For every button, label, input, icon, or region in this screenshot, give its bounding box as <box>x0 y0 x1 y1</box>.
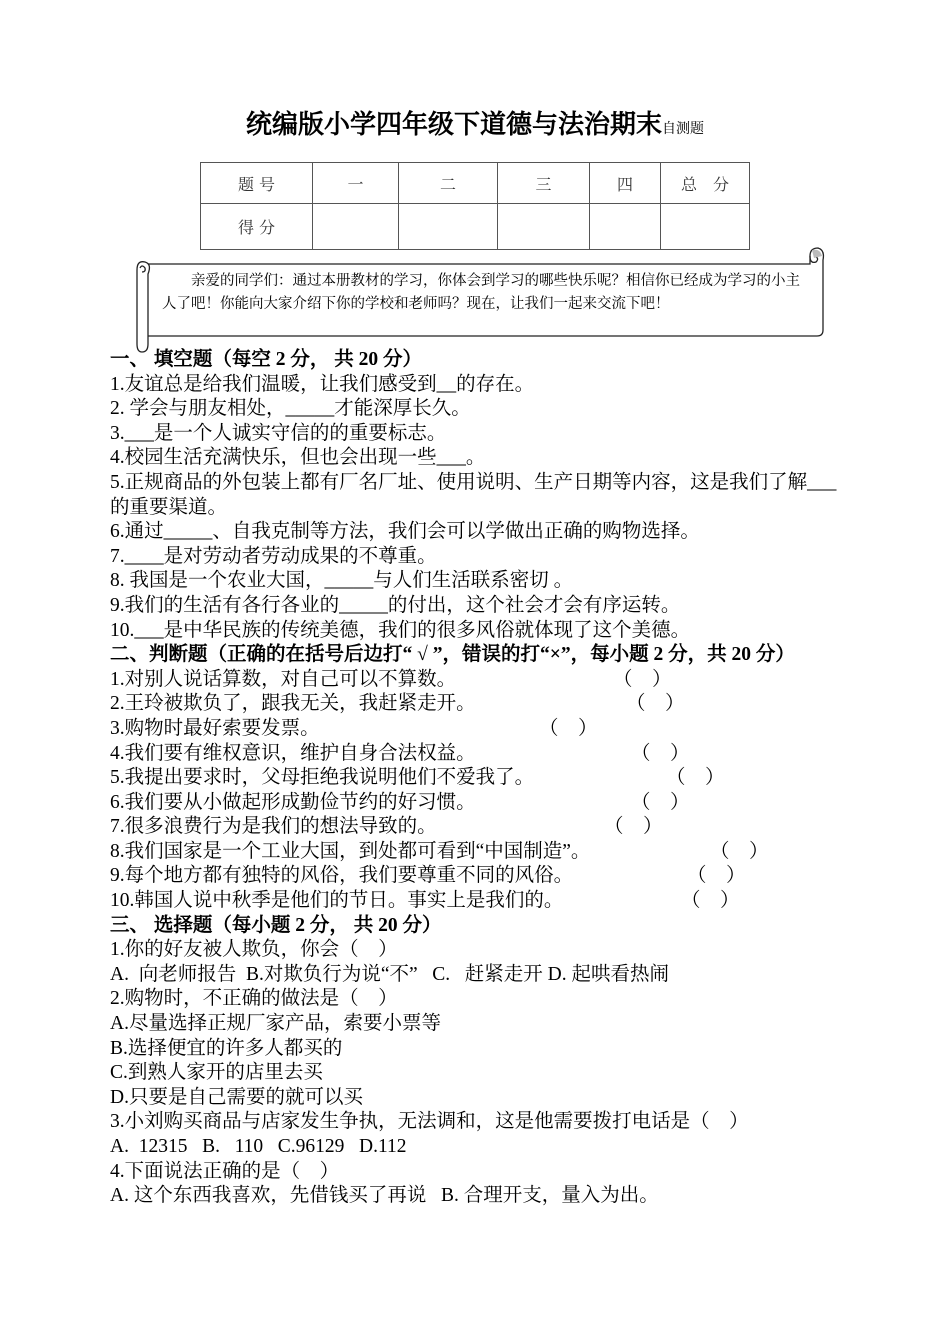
exam-content <box>110 348 845 1209</box>
judge-question <box>110 815 845 840</box>
judge-question-text: 8.我们国家是一个工业大国，到处都可看到“中国制造”。 <box>110 840 591 862</box>
header-cell: 四 <box>590 163 661 204</box>
choice-question: 3.小刘购买商品与店家发生争执，无法调和，这是他需要拨打电话是（ ） <box>110 1111 749 1133</box>
answer-parens[interactable]: （ ） <box>626 693 685 715</box>
answer-parens[interactable]: （ ） <box>604 816 663 838</box>
header-cell: 三 <box>498 163 590 204</box>
judge-question-text: 9.每个地方都有独特的风俗，我们要尊重不同的风俗。 <box>110 865 574 887</box>
section3-heading: 三、 选择题（每小题 2 分， 共 20 分） <box>110 914 442 936</box>
judge-question <box>110 717 845 742</box>
choice-options: A. 12315 B. 110 C.96129 D.112 <box>110 1136 407 1157</box>
judge-question-text: 7.很多浪费行为是我们的想法导致的。 <box>110 816 437 838</box>
score-cell[interactable] <box>498 204 590 250</box>
fill-question: 4.校园生活充满快乐，但也会出现一些___。 <box>110 447 486 469</box>
header-cell: 一 <box>313 163 399 204</box>
choice-options: A. 向老师报告 B.对欺负行为说“不” C. 赶紧走开 D. 起哄看热闹 <box>110 963 669 985</box>
header-cell: 总 分 <box>661 163 750 204</box>
fill-question: 7.____是对劳动者劳动成果的不尊重。 <box>110 545 437 567</box>
intro-text-content: 亲爱的同学们：通过本册教材的学习，你体会到学习的哪些快乐呢？相信你已经成为学习的小主人了吧！你能向大家介绍下你的学校和老师吗？现在，让我们一起来交流下吧！ <box>162 273 800 312</box>
answer-parens[interactable]: （ ） <box>681 890 740 912</box>
judge-question-text: 10.韩国人说中秋季是他们的节日。事实上是我们的。 <box>110 890 564 912</box>
answer-parens[interactable]: （ ） <box>613 668 672 690</box>
judge-question <box>110 766 845 791</box>
choice-question: 1.你的好友被人欺负，你会（ ） <box>110 939 398 961</box>
choice-question: 4.下面说法正确的是（ ） <box>110 1160 340 1182</box>
choice-option: C.到熟人家开的店里去买 <box>110 1062 323 1084</box>
header-cell: 二 <box>399 163 498 204</box>
choice-question: 2.购物时，不正确的做法是（ ） <box>110 988 398 1010</box>
intro-text <box>162 270 807 316</box>
answer-parens[interactable]: （ ） <box>539 717 598 739</box>
section1-heading: 一、 填空题（每空 2 分， 共 20 分） <box>110 349 423 370</box>
page-title <box>0 104 950 141</box>
judge-question-text: 2.王玲被欺负了，跟我无关，我赶紧走开。 <box>110 693 476 715</box>
judge-question <box>110 692 845 717</box>
fill-question: 10.___是中华民族的传统美德，我们的很多风俗就体现了这个美德。 <box>110 619 691 641</box>
choice-options: A. 这个东西我喜欢，先借钱买了再说 B. 合理开支，量入为出。 <box>110 1185 659 1207</box>
answer-parens[interactable]: （ ） <box>666 767 725 789</box>
fill-question: 1.友谊总是给我们温暖，让我们感受到__的存在。 <box>110 373 535 395</box>
choice-option: D.只要是自己需要的就可以买 <box>110 1086 363 1108</box>
title-main: 统编版小学四年级下道德与法治期末 <box>245 110 662 140</box>
fill-question: 6.通过_____、自我克制等方法，我们会可以学做出正确的购物选择。 <box>110 521 700 543</box>
fill-question: 2. 学会与朋友相处，_____才能深厚长久。 <box>110 398 471 420</box>
score-cell[interactable] <box>313 204 399 250</box>
judge-question-text: 4.我们要有维权意识，维护自身合法权益。 <box>110 742 476 764</box>
judge-question <box>110 668 845 693</box>
judge-question-text: 1.对别人说话算数，对自己可以不算数。 <box>110 668 457 690</box>
answer-parens[interactable]: （ ） <box>631 742 690 764</box>
judge-question-text: 6.我们要从小做起形成勤俭节约的好习惯。 <box>110 791 476 813</box>
fill-question: 8. 我国是一个农业大国，_____与人们生活联系密切 。 <box>110 570 574 592</box>
answer-parens[interactable]: （ ） <box>710 840 769 862</box>
score-table-score-row <box>201 204 750 250</box>
fill-question: 3.___是一个人诚实守信的的重要标志。 <box>110 422 447 444</box>
choice-option: A.尽量选择正规厂家产品，索要小票等 <box>110 1013 441 1035</box>
fill-question: 5.正规商品的外包装上都有厂名厂址、使用说明、生产日期等内容，这是我们了解___的重要渠道。 <box>110 471 837 518</box>
row-label: 得 分 <box>201 204 313 250</box>
section2-heading: 二、判断题（正确的在括号后边打“ √ ”，错误的打“×”，每小题 2 分，共 20 分） <box>110 644 795 666</box>
score-cell[interactable] <box>590 204 661 250</box>
judge-question <box>110 889 845 914</box>
judge-question-text: 3.购物时最好索要发票。 <box>110 717 320 739</box>
answer-parens[interactable]: （ ） <box>687 865 746 887</box>
fill-question: 9.我们的生活有各行各业的_____的付出，这个社会才会有序运转。 <box>110 594 681 616</box>
header-cell: 题 号 <box>201 163 313 204</box>
judge-question <box>110 840 845 865</box>
judge-question <box>110 742 845 767</box>
judge-question-text: 5.我提出要求时，父母拒绝我说明他们不爱我了。 <box>110 767 535 789</box>
choice-option: B.选择便宜的许多人都买的 <box>110 1037 343 1059</box>
score-cell[interactable] <box>661 204 750 250</box>
judge-question <box>110 864 845 889</box>
score-table-header-row <box>201 163 750 204</box>
score-cell[interactable] <box>399 204 498 250</box>
title-suffix: 自测题 <box>662 121 704 137</box>
judge-question <box>110 791 845 816</box>
score-table <box>200 162 750 250</box>
answer-parens[interactable]: （ ） <box>631 791 690 813</box>
